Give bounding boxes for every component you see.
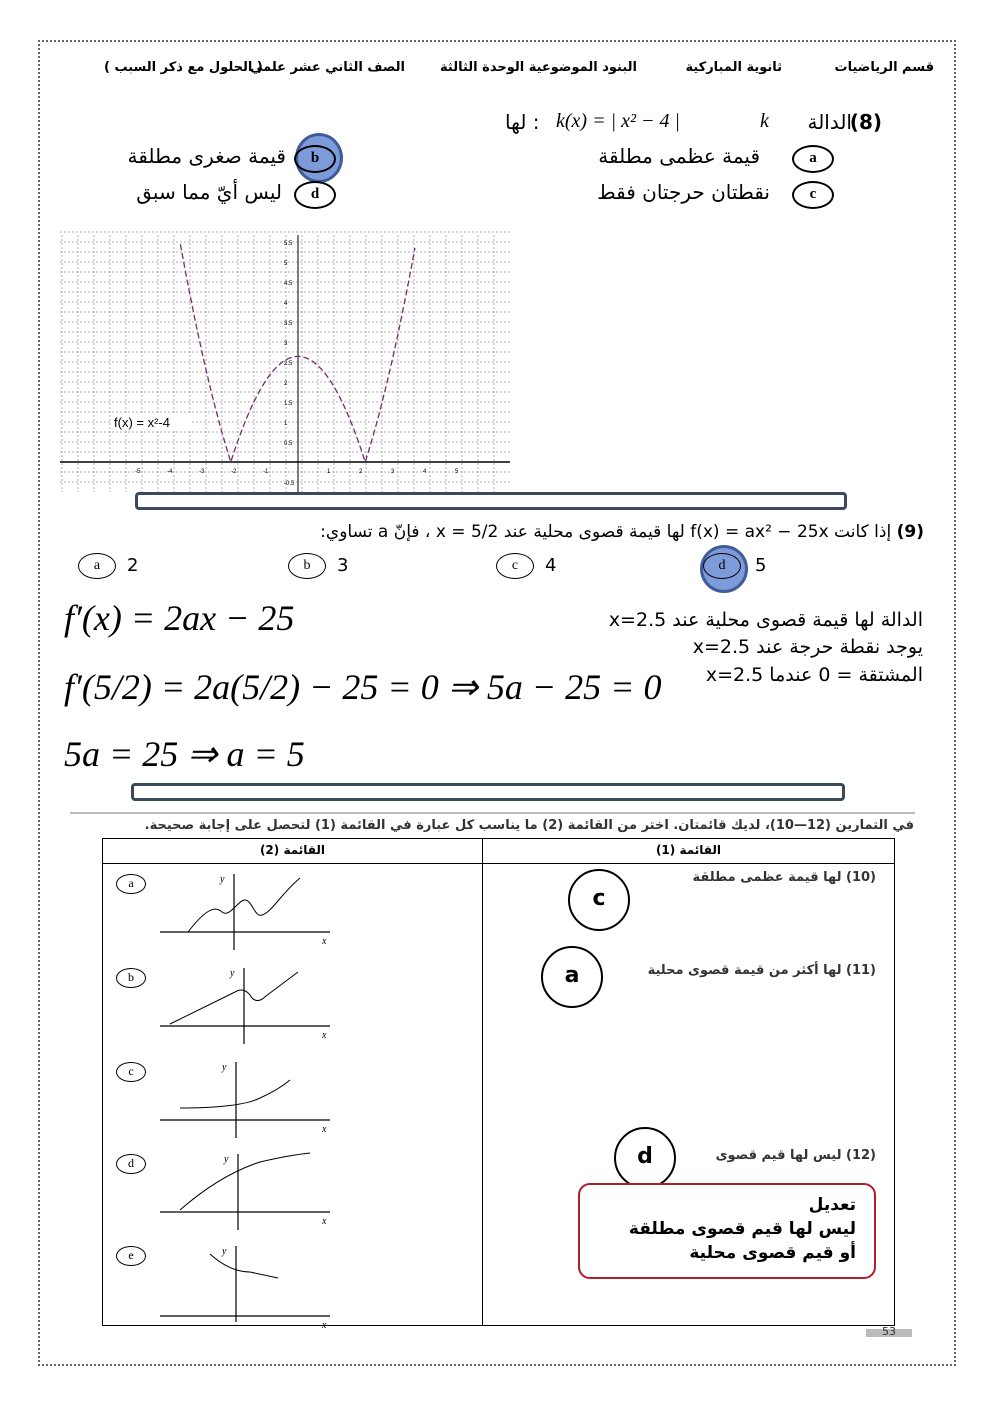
q9-option-a-value: 2 [127,555,139,576]
q8-y-tick-label: 5 [284,261,288,267]
item-10 [692,870,876,885]
note-title: تعديل [808,1195,856,1215]
graph-option-b: b [116,968,146,988]
header-unit: البنود الموضوعية الوحدة الثالثة [440,60,637,75]
graph-y-label: y [224,1154,229,1165]
q9-reason-line3: المشتقة = 0 عندما x=2.5 [705,664,923,686]
q8-formula: k(x) = | x² − 4 | [556,110,680,132]
q8-y-tick-label: 4 [284,301,288,307]
graph-b [160,964,340,1044]
q8-y-tick-label: 2 [284,381,288,387]
table-divider [482,839,483,1325]
note-line1: ليس لها قيم قصوى مطلقة [628,1219,856,1239]
note-box [578,1183,876,1279]
item-11-text: لها أكثر من قيمة قصوى محلية [647,963,842,978]
q9-math-line1: f′(x) = 2ax − 25 [64,598,295,638]
q8-x-tick-label: -1 [263,469,269,475]
item-11 [648,963,876,978]
col1-header: القائمة (1) [655,843,722,857]
answer-12-circle[interactable]: d [614,1127,676,1189]
separator-bar-1 [135,492,847,510]
q8-x-tick-label: -4 [167,469,173,475]
q8-x-tick-label: 4 [423,469,427,475]
q9-reason-line2: يوجد نقطة حرجة عند x=2.5 [692,636,923,658]
q9-option-c-value: 4 [545,555,557,576]
q8-x-tick-label: -3 [199,469,205,475]
q8-y-tick-label: 2.5 [284,361,293,367]
q8-x-tick-label: 2 [359,469,363,475]
page-number: 53 [866,1329,912,1337]
graph-x-label: x [322,1124,327,1135]
q9-number: (9) [896,522,924,542]
graph-y-label: y [230,968,235,979]
item-11-number: (11) [846,963,876,978]
answer-11-circle[interactable]: a [541,946,603,1008]
q8-option-d-text: ليس أيّ مما سبق [136,180,282,204]
graph-y-label: y [222,1062,227,1073]
q8-x-tick-label: 1 [327,469,331,475]
item-12-text: ليس لها قيم قصوى [715,1148,842,1163]
q8-option-c-circle[interactable]: c [792,181,834,209]
graph-curve [180,1080,290,1108]
item-10-text: لها قيمة عظمى مطلقة [692,870,842,885]
q8-option-b-circle[interactable]: b [294,145,336,173]
q9-option-a-circle[interactable]: a [78,553,116,579]
item-12-number: (12) [846,1148,876,1163]
q9-option-d-circle[interactable]: d [703,553,741,579]
q8-y-tick-label: 4.5 [284,281,293,287]
q9-reason-line1: الدالة لها قيمة قصوى محلية عند x=2.5 [608,609,923,631]
graph-option-e: e [116,1246,146,1266]
q8-y-tick-label: 1.5 [284,401,293,407]
item-10-number: (10) [846,870,876,885]
q8-option-b-text: قيمة صغرى مطلقة [127,144,286,168]
matching-instructions: في التمارين (12—10)، لديك قائمتان. اختر من القائمة (2) ما يناسب كل عبارة في القائمة (1) لتحصل على إجابة صحيحة. [144,818,914,833]
graph-y-label: y [222,1246,227,1257]
q8-y-tick-label: 3.5 [284,321,293,327]
q8-y-tick-label: 3 [284,341,288,347]
graph-curve [210,1254,278,1278]
q8-stem-prefix: الدالة [807,110,852,134]
q9-stem-text: إذا كانت f(x) = ax² − 25x لها قيمة قصوى محلية عند x = 5/2 ، فإنّ a تساوي: [320,522,892,542]
graph-x-label: x [322,936,327,947]
q9-stem [320,522,924,542]
col2-header: القائمة (2) [259,843,326,857]
graph-curve [188,878,300,932]
q9-option-c-circle[interactable]: c [496,553,534,579]
q8-x-tick-label: 5 [455,469,459,475]
graph-curve [180,1153,310,1210]
separator-bar-2 [131,783,845,801]
q9-math-line3: 5a = 25 ⇒ a = 5 [64,734,305,774]
graph-y-label: y [220,874,225,885]
graph-curve [170,972,298,1024]
graph-e [160,1242,340,1331]
q8-y-tick-label: 0.5 [284,441,293,447]
q8-stem-suffix: : لها [505,110,540,134]
graph-x-label: x [322,1320,327,1331]
q8-y-tick-label: -0.5 [284,481,295,487]
header-school: ثانوية المباركية [685,60,782,75]
graph-option-a: a [116,874,146,894]
q8-x-tick-label: -5 [135,469,141,475]
q8-graph-label: f(x) = x²-4 [114,415,170,430]
q8-x-tick-label: 3 [391,469,395,475]
table-header-line [103,863,894,864]
graph-c [160,1058,340,1138]
q8-y-tick-label: 1 [284,421,288,427]
q8-x-tick-label: -2 [231,469,237,475]
answer-10-circle[interactable]: c [568,869,630,931]
graph-option-c: c [116,1062,146,1082]
graph-x-label: x [322,1216,327,1227]
q8-number: (8) [849,110,882,134]
q8-graph [60,230,510,495]
q8-y-tick-label: 5.5 [284,241,293,247]
q8-option-d-circle[interactable]: d [294,181,336,209]
q9-option-b-value: 3 [337,555,349,576]
item-12 [716,1148,876,1163]
q8-option-a-circle[interactable]: a [792,145,834,173]
header-department: قسم الرياضيات [834,60,934,75]
graph-d [160,1150,340,1230]
graph-option-d: d [116,1154,146,1174]
scan-top-line [70,812,915,814]
q9-option-b-circle[interactable]: b [288,553,326,579]
graph-x-label: x [322,1030,327,1041]
q9-option-d-value: 5 [755,555,767,576]
q8-stem-var: k [760,110,769,132]
note-line2: أو قيم قصوى محلية [689,1243,856,1263]
header-grade: الصف الثاني عشر علمي [249,60,405,75]
header-note: ( الحلول مع ذكر السبب ) [104,60,263,75]
graph-a [160,870,340,950]
q8-option-c-text: نقطتان حرجتان فقط [597,180,770,204]
q8-option-a-text: قيمة عظمى مطلقة [598,144,760,168]
q9-math-line2: f′(5/2) = 2a(5/2) − 25 = 0 ⇒ 5a − 25 = 0 [64,667,662,707]
